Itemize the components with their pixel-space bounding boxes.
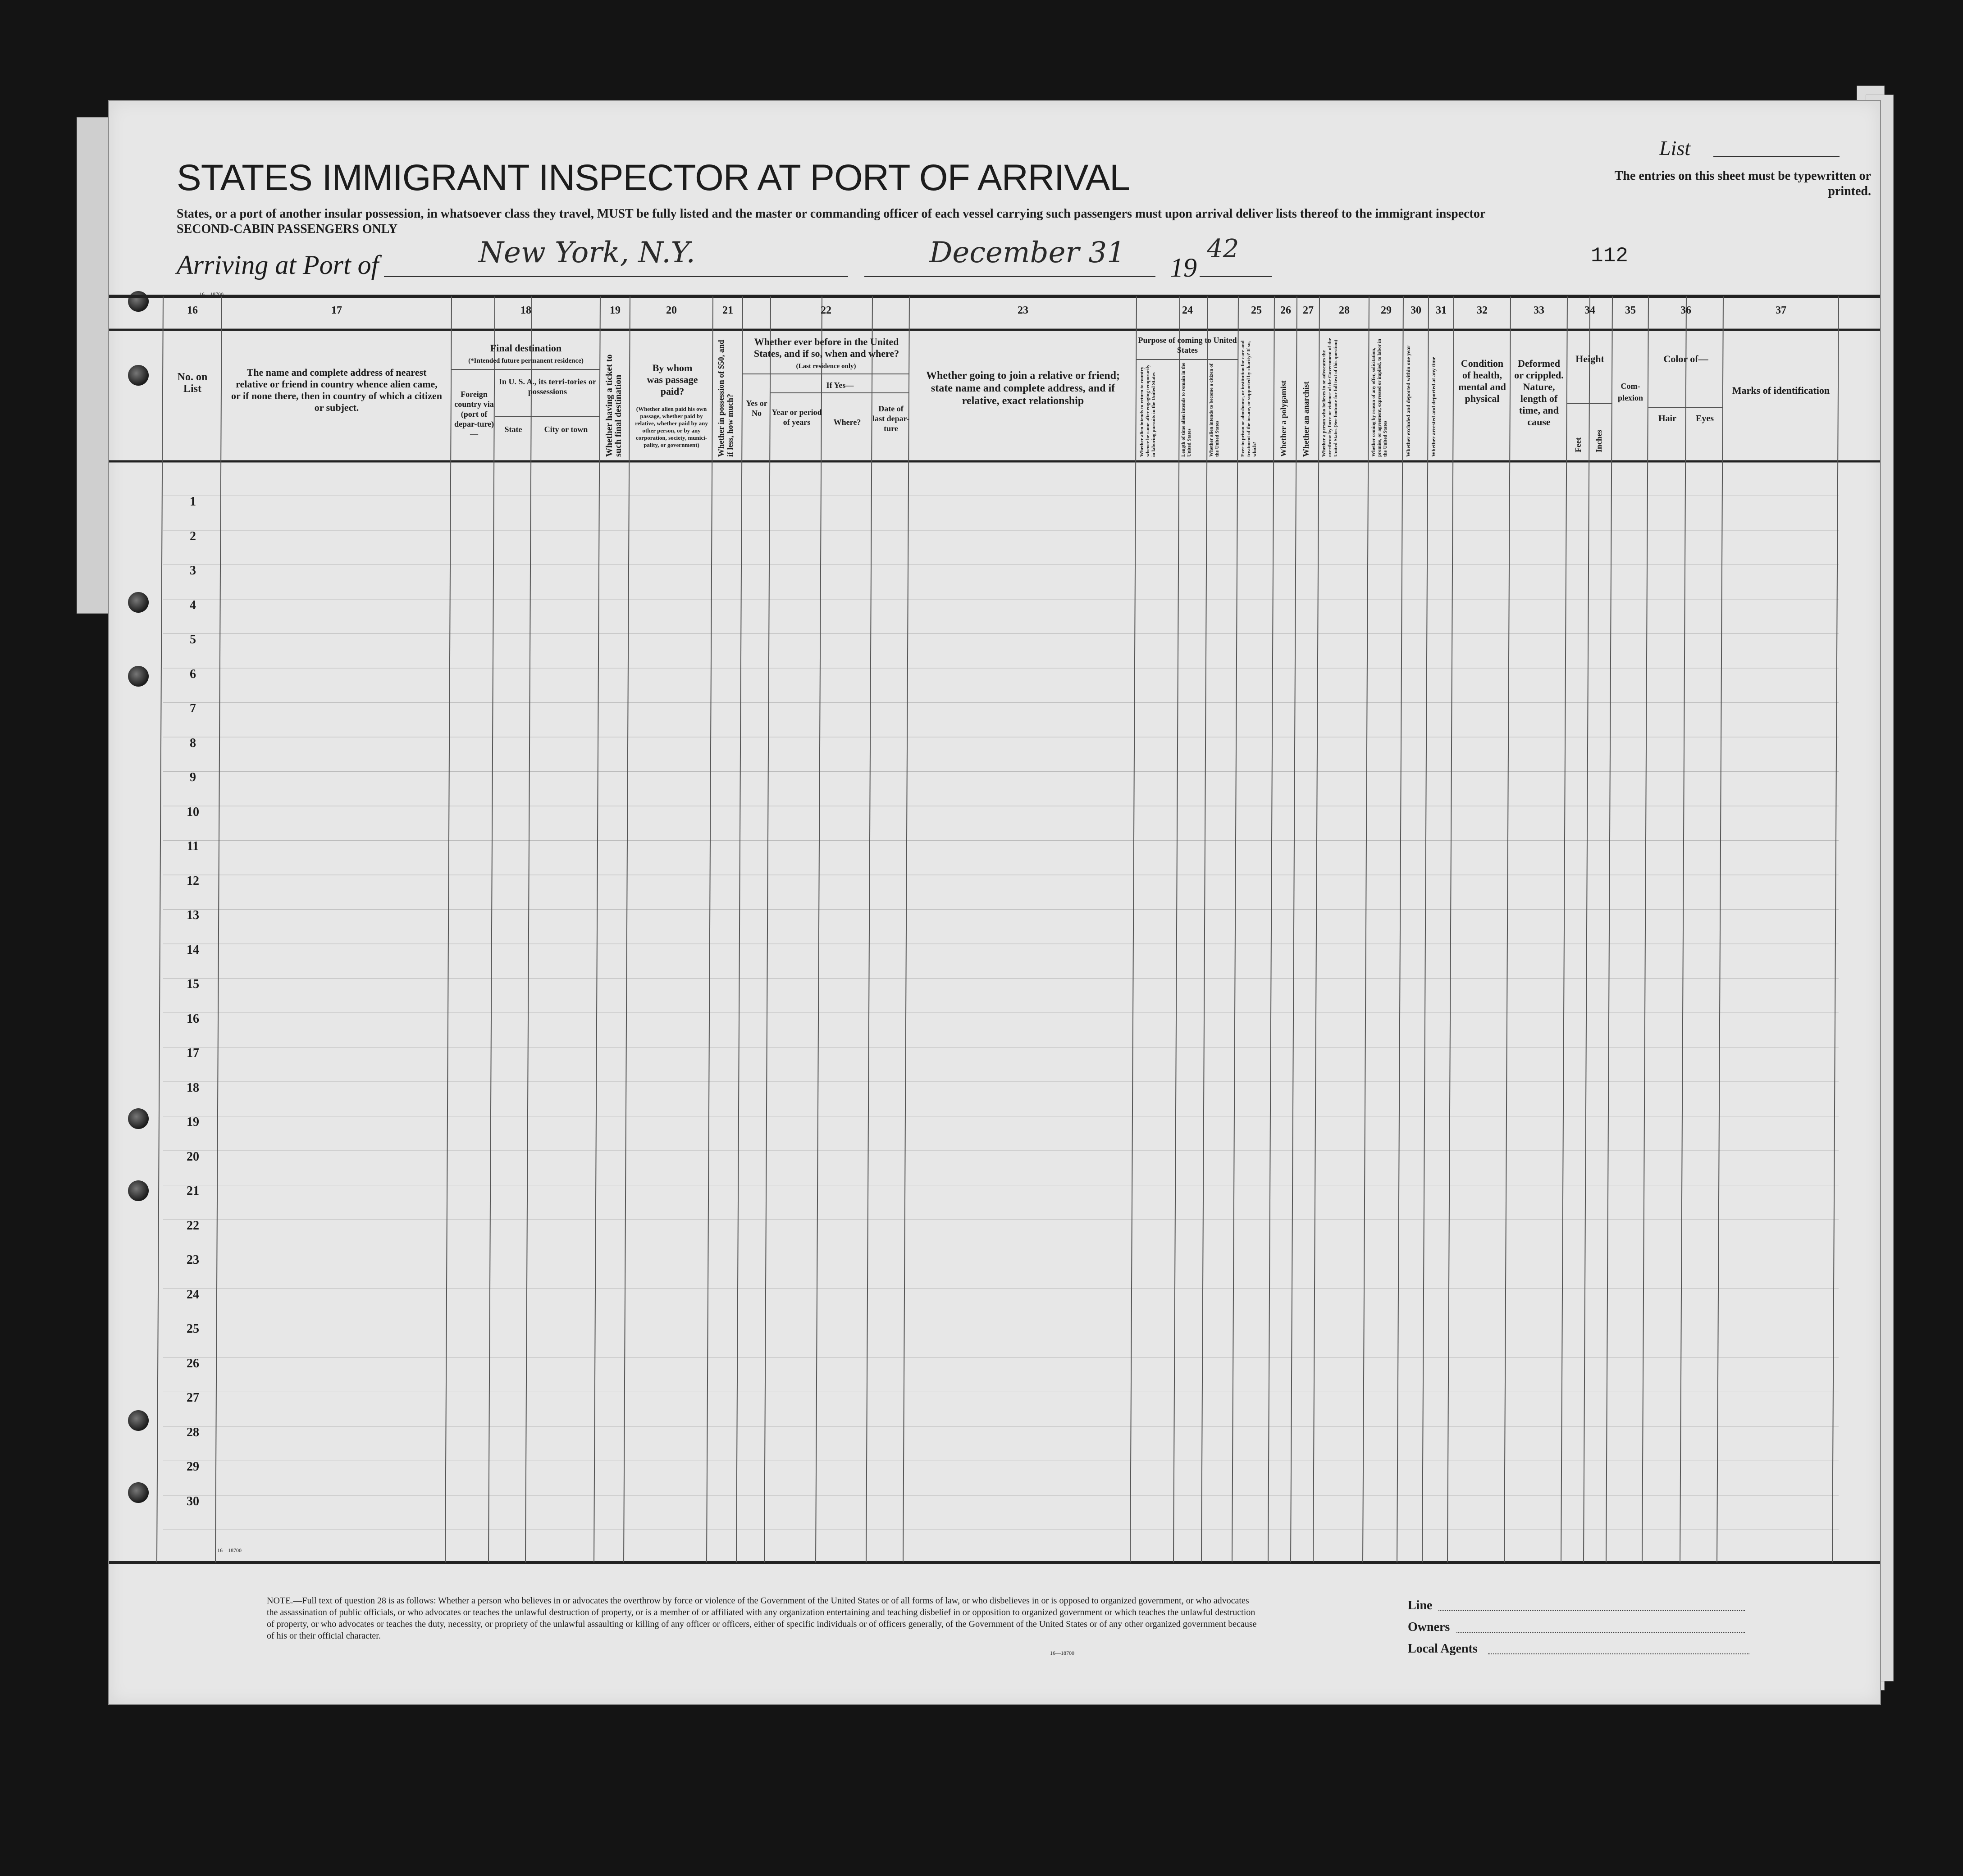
row-number: 14: [187, 943, 199, 957]
row-number: 15: [187, 977, 199, 991]
col-num-23: 23: [1018, 305, 1028, 316]
column-rule: [1397, 296, 1403, 1562]
col-header-22: Whether ever before in the United States, and if so, when and where?: [753, 336, 899, 359]
row-number: 5: [190, 633, 196, 647]
col-num-35: 35: [1625, 305, 1636, 316]
row-number: 13: [187, 908, 199, 922]
form-number-bottom: 16—18700: [217, 1547, 242, 1553]
col-header-36-eyes: Eyes: [1696, 414, 1714, 423]
row-number: 28: [187, 1425, 199, 1439]
form-number: 16—18700: [199, 291, 224, 297]
typewritten-note: The entries on this sheet must be typewritten or printed.: [1614, 169, 1871, 198]
col-num-19: 19: [610, 305, 621, 316]
column-rule: [1680, 296, 1686, 1562]
page-number: 112: [1591, 244, 1628, 268]
owners-label: Owners: [1408, 1620, 1450, 1634]
col-num-27: 27: [1303, 305, 1314, 316]
row-number: 30: [187, 1494, 199, 1508]
col-header-18-state: State: [504, 425, 522, 434]
col-header-35: Com-plexion: [1617, 382, 1643, 402]
col-num-26: 26: [1280, 305, 1291, 316]
row-number: 26: [187, 1356, 199, 1371]
col-header-32: Condition of health, mental and physical: [1458, 358, 1506, 404]
col-header-20: By whom was passage paid?: [647, 362, 698, 397]
col-header-37: Marks of identification: [1732, 385, 1830, 396]
column-rule: [1447, 296, 1454, 1562]
col-header-24-length: Length of time alien intends to remain in the United States: [1181, 363, 1192, 457]
col-header-26: Whether a polygamist: [1279, 380, 1288, 457]
col-header-36-hair: Hair: [1658, 414, 1676, 423]
column-rule: [1291, 296, 1297, 1562]
col-num-36: 36: [1680, 305, 1691, 316]
column-rule: [445, 296, 452, 1562]
col-header-29: Whether coming by reason of any offer, solicitation, promise, or agreement, expressed or implied, to labor in the United States: [1371, 339, 1388, 457]
column-rule: [157, 296, 163, 1562]
column-rule: [1201, 296, 1208, 1562]
column-rule: [1268, 296, 1274, 1562]
local-agents-label: Local Agents: [1408, 1642, 1478, 1656]
year-prefix: 19: [1170, 253, 1197, 282]
col-header-18-foreign: Foreign country via (port of depar-ture)—: [454, 390, 494, 438]
column-rule: [1422, 296, 1429, 1562]
row-number: 9: [190, 770, 196, 784]
list-label: List: [1659, 137, 1691, 159]
col-header-24-return: Whether alien intends to return to country whence he came after engaging temporarily in laboring pursuits in the United States: [1139, 364, 1156, 457]
row-number: 24: [187, 1287, 199, 1302]
row-number: 8: [190, 736, 196, 750]
col-num-29: 29: [1381, 305, 1392, 316]
line-label: Line: [1408, 1598, 1433, 1612]
column-rule: [215, 296, 222, 1562]
col-header-27: Whether an anarchist: [1301, 381, 1310, 457]
col-header-22-ifyes: If Yes—: [826, 381, 854, 390]
owners-field: [1456, 1632, 1745, 1633]
row-number: 22: [187, 1218, 199, 1233]
col-header-30: Whether excluded and deported within one year: [1405, 345, 1411, 457]
row-number: 27: [187, 1391, 199, 1405]
binding-strip: [77, 117, 109, 614]
manifest-sheet: [108, 100, 1881, 1705]
row-number: 21: [187, 1184, 199, 1198]
col-header-22-where: Where?: [833, 418, 861, 427]
col-header-22-note: (Last residence only): [796, 363, 856, 370]
col-header-33: Deformed or crippled. Nature, length of time, and cause: [1514, 358, 1564, 428]
col-header-21: Whether in possession of $50, and if less, how much?: [717, 340, 735, 457]
col-header-18-note: (*Intended future permanent residence): [468, 357, 584, 364]
col-num-33: 33: [1534, 305, 1544, 316]
col-num-21: 21: [722, 305, 733, 316]
column-rule: [594, 296, 600, 1562]
row-number: 29: [187, 1460, 199, 1474]
column-rule: [764, 296, 771, 1562]
col-num-24: 24: [1182, 305, 1193, 316]
col-header-24: Purpose of coming to United States: [1138, 336, 1237, 355]
col-header-34: Height: [1575, 353, 1604, 364]
col-header-16: No. on List: [177, 371, 208, 395]
column-rule: [1642, 296, 1648, 1562]
column-rule: [1584, 296, 1590, 1562]
row-number: 3: [190, 564, 196, 578]
col-num-25: 25: [1251, 305, 1262, 316]
col-header-22-yesno: Yes or No: [746, 399, 767, 418]
col-header-17: The name and complete address of nearest relative or friend in country whence alien came, or if none there, then in country of which a citizen or subject.: [231, 367, 442, 413]
col-header-25: Ever in prison or almshouse, or institution for care and treatment of the insane, or supported by charity? If so, which?: [1240, 340, 1257, 457]
col-num-31: 31: [1436, 305, 1447, 316]
row-number: 6: [190, 667, 196, 681]
page-title: STATES IMMIGRANT INSPECTOR AT PORT OF ARRIVAL: [177, 157, 1130, 198]
column-rule: [1717, 296, 1723, 1562]
row-number: 11: [187, 839, 199, 853]
col-header-36: Color of—: [1663, 353, 1708, 364]
row-number: 23: [187, 1253, 199, 1267]
arriving-label: Arriving at Port of: [177, 250, 379, 280]
column-rule: [707, 296, 713, 1562]
local-agents-field: [1488, 1653, 1749, 1654]
footnote-question-28: NOTE.—Full text of question 28 is as follows: Whether a person who believes in or advocates the overthrow by force or violence of the Government of the United States or of all forms of law, or who disbelieves in or is opposed to organized government, or who advocates the assassination of public officials, or who advocates or teaches the unlawful destruction of property, or is a member of or affiliated with any organization entertaining and teaching disbelief in or opposition to organized government or which teaches the unlawful destruction of property, or who advocates or teaches the duty, necessity, or propriety of the unlawful assaulting or killing of any officer or officers, either of specific individuals or of officers generally, of the Government of the United States or of any other organized government because of his or their official character.: [267, 1596, 1257, 1641]
column-rule: [1173, 296, 1180, 1562]
column-rule: [1561, 296, 1567, 1562]
column-rule: [1232, 296, 1238, 1562]
manifest-grid: [109, 101, 1880, 1704]
col-header-19: Whether having a ticket to such final destination: [604, 354, 623, 457]
column-rule: [1504, 296, 1511, 1562]
column-rule: [488, 296, 495, 1562]
col-header-23: Whether going to join a relative or friend; state name and complete address, and if relative, exact relationship: [926, 370, 1120, 407]
column-rule: [624, 296, 630, 1562]
col-num-16: 16: [187, 305, 198, 316]
col-header-18-usa: In U. S. A., its terri-tories or possessions: [499, 377, 596, 396]
col-header-18: Final destination: [490, 342, 562, 354]
column-rule: [866, 296, 872, 1562]
column-rule: [1130, 296, 1137, 1562]
col-num-20: 20: [666, 305, 677, 316]
row-number: 16: [187, 1011, 199, 1026]
class-line: SECOND-CABIN PASSENGERS ONLY: [177, 222, 398, 236]
col-num-28: 28: [1339, 305, 1350, 316]
col-num-30: 30: [1411, 305, 1421, 316]
row-number: 19: [187, 1115, 199, 1129]
row-number: 12: [187, 874, 199, 888]
row-number: 1: [190, 495, 196, 509]
column-rule: [903, 296, 909, 1562]
col-num-18: 18: [520, 305, 531, 316]
col-num-22: 22: [821, 305, 831, 316]
col-num-32: 32: [1477, 305, 1488, 316]
row-number: 7: [190, 701, 196, 715]
column-rule: [1313, 296, 1319, 1562]
col-header-18-city: City or town: [544, 425, 588, 434]
date-handwritten: December 31: [929, 236, 1125, 269]
footnote-form-number: 16—18700: [1050, 1650, 1074, 1656]
col-num-34: 34: [1584, 305, 1595, 316]
column-rule: [1832, 296, 1839, 1562]
row-number: 25: [187, 1322, 199, 1336]
row-number: 20: [187, 1149, 199, 1164]
column-rule: [816, 296, 822, 1562]
col-num-17: 17: [331, 305, 342, 316]
column-rule: [525, 296, 532, 1562]
row-number: 4: [190, 598, 196, 612]
column-rule: [736, 296, 743, 1562]
column-rule: [1606, 296, 1612, 1562]
col-header-22-date: Date of last depar-ture: [872, 404, 909, 433]
row-number: 2: [190, 529, 196, 543]
column-rule: [1363, 296, 1369, 1562]
line-field: [1438, 1610, 1745, 1611]
year-handwritten: 42: [1207, 234, 1239, 264]
col-header-20-note: (Whether alien paid his own passage, whether paid by relative, whether paid by any other person, or by any corporation, society, munici-pality, or government): [635, 405, 708, 448]
instructions-text: States, or a port of another insular possession, in whatsoever class they travel, MUST be fully listed and the master or commanding officer of each vessel carrying such passengers must upon arrival deliver lists thereof to the immigrant inspector: [177, 207, 1486, 221]
row-number: 18: [187, 1080, 199, 1095]
col-header-34-feet: Feet: [1574, 437, 1583, 452]
row-number: 10: [187, 805, 199, 819]
col-header-31: Whether arrested and deported at any time: [1430, 356, 1437, 457]
row-number: 17: [187, 1046, 199, 1060]
col-header-24-citizen: Whether alien intends to become a citizen of the United States: [1209, 363, 1220, 457]
port-handwritten: New York, N.Y.: [479, 236, 695, 269]
col-num-37: 37: [1776, 305, 1786, 316]
col-header-34-inches: Inches: [1594, 429, 1603, 452]
col-header-28: Whether a person who believes in or advocates the overthrow by force or violence of the Government of the United States (See footnote for full text of this question): [1321, 338, 1338, 457]
col-header-22-period: Year or period of years: [772, 408, 822, 427]
